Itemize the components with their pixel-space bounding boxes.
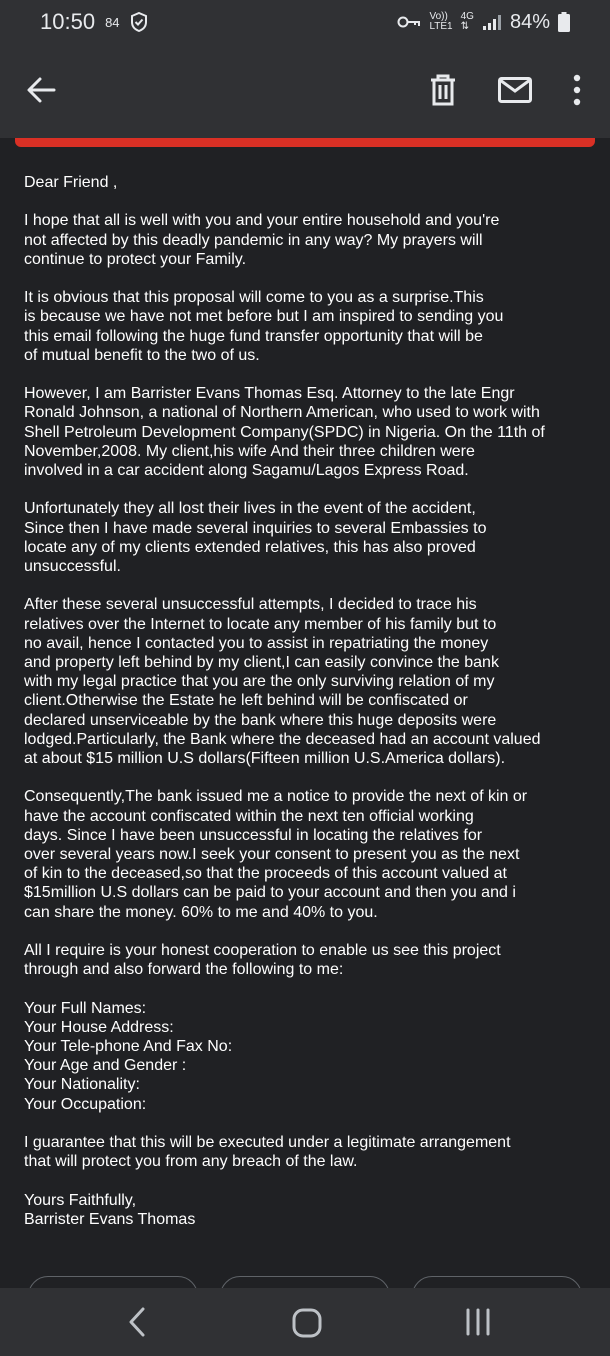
network-type: 4G bbox=[460, 11, 474, 22]
vpn-key-icon bbox=[397, 15, 421, 29]
status-left bbox=[40, 9, 148, 35]
trash-icon[interactable] bbox=[428, 74, 458, 106]
forward-chip[interactable] bbox=[412, 1276, 582, 1288]
status-bar bbox=[0, 0, 610, 44]
nav-recents-icon[interactable] bbox=[464, 1308, 492, 1336]
volte-bottom: LTE1 bbox=[429, 21, 453, 32]
battery-percent: 84% bbox=[509, 10, 550, 33]
volte-top: Vo)) bbox=[429, 11, 448, 22]
status-time: 10:50 bbox=[40, 9, 96, 34]
reply-all-chip[interactable] bbox=[220, 1276, 390, 1288]
battery-icon bbox=[558, 12, 570, 32]
reply-chip[interactable] bbox=[28, 1276, 198, 1288]
action-chips bbox=[0, 1276, 610, 1288]
email-paragraph: Consequently,The bank issued me a notice to provide the next of kin or have the account confiscated within the next ten official working days. Since I have been unsuccessful in locating the relatives for over several years now.I seek your consent to present you as the next of kin to the deceased,so that the proceeds of this account valued at $15million U.S dollars can be paid to your account and then you and i can share the money. 60% to me and 40% to you. bbox=[24, 788, 528, 921]
email-toolbar bbox=[0, 44, 610, 138]
nav-back-icon[interactable] bbox=[126, 1306, 148, 1338]
more-vert-icon[interactable] bbox=[568, 74, 586, 106]
email-paragraph: After these several unsuccessful attempts, I decided to trace his relatives over the Internet to locate any member of his family but to no avail, hence I contacted you to assist in repatriating the money and property left behind by my client,I can easily convince the bank with my legal practice that you are the only surviving relation of my client.Otherwise the Estate he left behind will be confiscated or declared unserviceable by the bank where this huge deposits were lodged.Particularly, the Bank where the deceased had an account valued at about $15 million U.S dollars(Fifteen million U.S.America dollars). bbox=[24, 596, 541, 768]
volte-indicator bbox=[429, 12, 452, 32]
arrow-left-icon[interactable] bbox=[26, 75, 56, 105]
status-right bbox=[397, 11, 570, 34]
email-body bbox=[24, 173, 594, 1248]
shield-icon bbox=[130, 12, 148, 32]
email-paragraph: I hope that all is well with you and your entire household and you're not affected by this deadly pandemic in any way? My prayers will continue to protect your Family. bbox=[24, 212, 500, 268]
attachment-banner bbox=[15, 138, 595, 147]
email-paragraph: Your Full Names: Your House Address: Your Tele-phone And Fax No: Your Age and Gender : Your Nationality: Your Occupation: bbox=[24, 999, 233, 1113]
notification-count: 84 bbox=[105, 14, 120, 30]
system-nav-bar bbox=[0, 1288, 610, 1356]
email-signature: Yours Faithfully, Barrister Evans Thomas bbox=[24, 1191, 196, 1228]
network-indicator bbox=[461, 12, 474, 32]
email-paragraph: All I require is your honest cooperation to enable us see this project through and also forward the following to me: bbox=[24, 942, 501, 979]
email-paragraph: Dear Friend , bbox=[24, 174, 118, 191]
mail-icon[interactable] bbox=[498, 77, 532, 103]
email-paragraph: I guarantee that this will be executed under a legitimate arrangement that will protect you from any breach of the law. bbox=[24, 1134, 511, 1171]
signal-icon bbox=[482, 14, 502, 30]
data-arrows-icon: ⇅ bbox=[460, 21, 470, 32]
email-paragraph: It is obvious that this proposal will come to you as a surprise.This is because we have not met before but I am inspired to sending you this email following the huge fund transfer opportunity that will be of mutual benefit to the two of us. bbox=[24, 289, 504, 364]
email-paragraph: Unfortunately they all lost their lives in the event of the accident, Since then I have made several inquiries to several Embassies to locate any of my clients extended relatives, this has also proved unsuccessful. bbox=[24, 500, 487, 575]
email-paragraph: However, I am Barrister Evans Thomas Esq. Attorney to the late Engr Ronald Johnson, a national of Northern American, who used to work with Shell Petroleum Development Company(SPDC) in Nigeria. On the 11th of November,2008. My client,his wife And their three children were involved in a car accident along Sagamu/Lagos Express Road. bbox=[24, 385, 545, 479]
nav-home-icon[interactable] bbox=[292, 1308, 322, 1338]
